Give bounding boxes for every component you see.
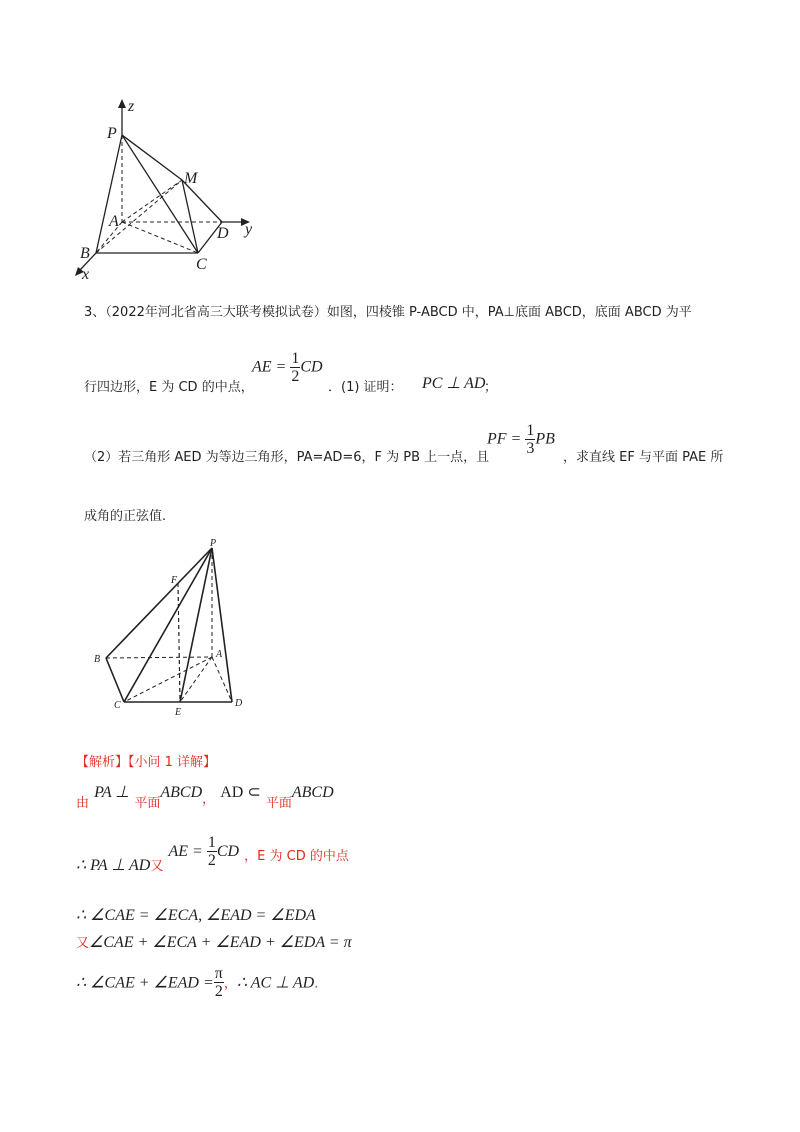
l5-fraction (214, 966, 224, 1000)
l2-you: 又 (150, 858, 164, 874)
point-f-label: F (171, 575, 178, 586)
l1-comma: ， (202, 792, 216, 807)
l4-you: 又 (76, 936, 90, 951)
solution-line-2 (76, 834, 349, 874)
y-axis-label: y (245, 221, 253, 238)
vertex-b-label: B (80, 245, 90, 262)
l1-ad-subset: AD ⊂ (220, 784, 261, 801)
l1-abcd-1: ABCD (160, 784, 203, 801)
problem-statement-line1: 如图，四棱锥 P-ABCD 中，PA⊥底面 ABCD，底面 ABCD 为平 (326, 305, 692, 320)
vertex-c-label: C (196, 256, 207, 273)
vertex-d-label: D (235, 698, 243, 709)
fraction-one-third (525, 423, 535, 457)
solution-header: 【解析】【小问 1 详解】 (76, 755, 217, 770)
l5-frac-num: π (214, 965, 223, 982)
equation-pf-third-pb (487, 423, 555, 457)
z-axis-label: z (128, 98, 135, 115)
frac2-num: 1 (526, 422, 535, 439)
eq-ae-lhs: AE = (252, 358, 287, 376)
solution-line-4 (76, 932, 352, 952)
problem-line-1 (84, 301, 692, 320)
l2-frac-den: 2 (207, 852, 216, 869)
problem-line-4: 成角的正弦值. (84, 509, 167, 524)
vertex-b-label: B (94, 654, 101, 665)
fraction-one-half (290, 351, 300, 385)
frac-den: 2 (291, 368, 300, 385)
frac2-den: 3 (526, 440, 535, 457)
vertex-a-label: A (109, 213, 119, 230)
l1-plane-1: 平面 (134, 796, 161, 811)
x-axis-label: x (82, 266, 90, 283)
l2-cd: CD (216, 842, 240, 860)
figure-1-pyramid-diagram (60, 95, 270, 285)
l5-period: . (314, 976, 319, 992)
eq-pf-lhs: PF = (487, 430, 522, 448)
claim-pc-perp-ad: PC ⊥ AD (422, 375, 486, 392)
l1-pa-perp: PA ⊥ (94, 784, 130, 801)
vertex-c-label: C (114, 700, 121, 711)
figure-2-pyramid-diagram (90, 535, 250, 720)
l5-ac-perp-ad: ∴ AC ⊥ AD (236, 974, 315, 992)
l2-ae-equation (168, 834, 240, 869)
equation-ae-half-cd (252, 351, 323, 385)
solution-line-3: ∴ ∠CAE = ∠ECA, ∠EAD = ∠EDA (76, 907, 316, 924)
point-e-label: E (175, 707, 182, 718)
problem-line-2-prefix: 行四边形，E 为 CD 的中点， (84, 380, 254, 395)
l1-you: 由 (76, 796, 90, 811)
l2-frac-num: 1 (207, 834, 216, 851)
l2-therefore-pa-perp-ad: ∴ PA ⊥ AD (76, 856, 151, 874)
point-m-label: M (184, 170, 198, 187)
l5-frac-den: 2 (214, 983, 223, 1000)
eq-ae-rhs: CD (300, 358, 323, 376)
vertex-d-label: D (217, 225, 229, 242)
l1-plane-2: 平面 (265, 796, 292, 811)
frac-num: 1 (291, 350, 300, 367)
problem-line-3-suffix: ，求直线 EF 与平面 PAE 所 (563, 450, 724, 465)
semicolon: ； (484, 380, 498, 395)
solution-line-1 (76, 782, 334, 811)
l2-ae: AE = (168, 842, 203, 860)
l1-abcd-2: ABCD (291, 784, 334, 801)
vertex-p-label: P (107, 125, 117, 142)
l5-comma: ， (223, 976, 237, 992)
l4-angle-sum: ∠CAE + ∠ECA + ∠EAD + ∠EDA = π (89, 934, 352, 951)
problem-line-3-prefix: （2）若三角形 AED 为等边三角形，PA=AD=6，F 为 PB 上一点，且 (84, 450, 490, 465)
problem-source: （2022年河北省高三大联考模拟试卷） (105, 305, 327, 320)
problem-number: 3、 (84, 305, 106, 320)
l2-e-midpoint: ，E 为 CD 的中点 (244, 848, 349, 864)
solution-line-5 (76, 966, 318, 1000)
l5-angle-sum: ∴ ∠CAE + ∠EAD = (76, 974, 214, 992)
vertex-p-label: P (210, 538, 217, 549)
eq-pf-rhs: PB (535, 430, 555, 448)
l2-fraction (207, 835, 217, 869)
vertex-a-label: A (216, 649, 223, 660)
problem-line-2-proof-label: ．(1) 证明： (328, 380, 403, 395)
